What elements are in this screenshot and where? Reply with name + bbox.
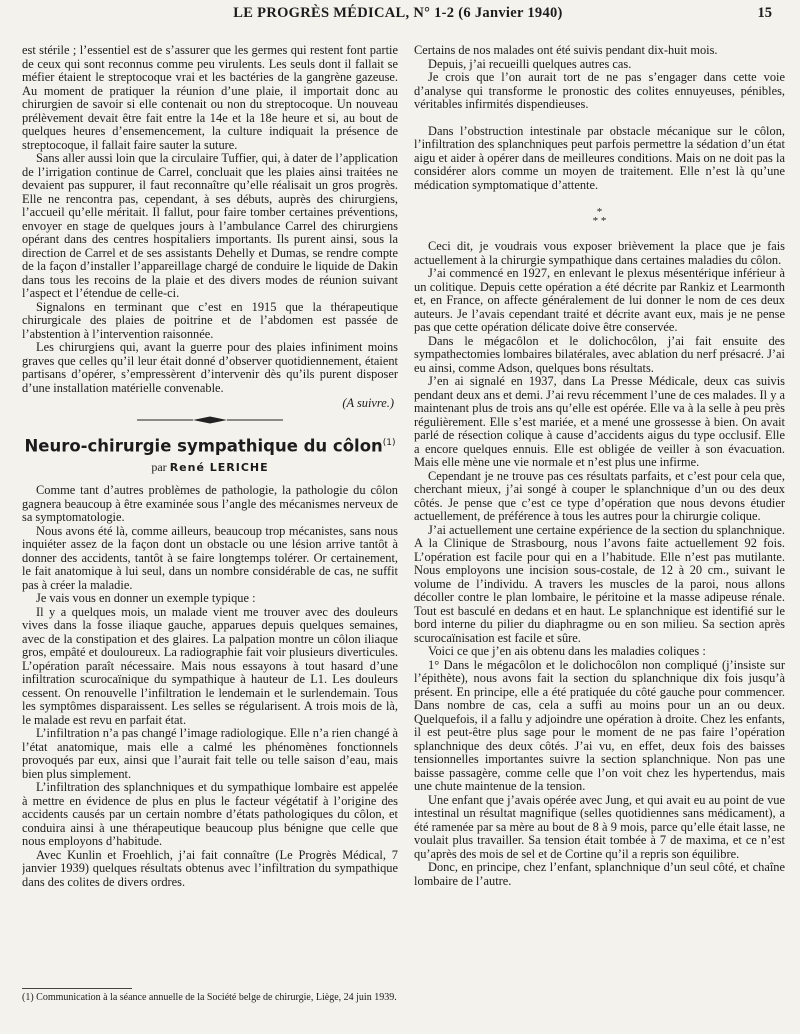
- paragraph: J’ai actuellement une certaine expérience de la section du splanchnique. A la Clinique de Strasbourg, nous l’avons faite actuellement 92 fois. L’opération est facile pour qui en a l’habitude. Elle n’est pas mutilante. Nous employons une incision sous-costale, de 12 à 20 cm., suivant le volume de l’individu. A travers les muscles de la paroi, nous allons décoller contre le plan lombaire, le péritoine et la masse adipeuse rénale. Tout est basculé en dedans et en haut. Le splanchnique est identifié sur le bord interne du pilier du diaphragme ou en son milieu. Sa section après scurocaïnisation est facile et sûre.: [414, 522, 785, 645]
- paragraph: Cependant je ne trouve pas ces résultats parfaits, et c’est pour cela que, cherchant mieux, j’ai songé à couper le splanchnique d’un ou des deux côtés. Je pense que c’est ce type d’opération que nous devons étudier actuellement, de préférence à tous les autres pour la chirurgie colique.: [414, 468, 785, 523]
- paragraph: Depuis, j’ai recueilli quelques autres cas.: [428, 56, 632, 71]
- paragraph: L’infiltration n’a pas changé l’image radiologique. Elle n’a rien changé à l’état anatomique, mais elle a calmé les phénomènes fonctionnels provoqués par eux, ainsi que l’aurait fait telle ou telle saison d’eau, mais bien plus simplement.: [22, 726, 398, 781]
- paragraph: Certains de nos malades ont été suivis pendant dix-huit mois.: [414, 44, 718, 57]
- paragraph: est stérile ; l’essentiel est de s’assurer que les germes qui restent font partie de ceux qui sont reconnus comme peu virulents. Les seuls dont il fallait se méfier étaient le streptocoque vrai et les bactéries de la gangrène gazeuse. Au moment de pratiquer la réunion d’une plaie, il importait donc au chirurgien de savoir si elle contenait ou non du streptocoque. Un nouveau prélèvement devait être fait entre la 14e et la 18e heure et si, au bout de quelques heures d’ensemencement, la culture indiquait la présence de streptocoque, il fallait faire sauter la suture.: [22, 44, 398, 152]
- paragraph: Signalons en terminant que c’est en 1915 que la thérapeutique chirurgicale des plaies de poitrine et de l’abdomen est passée de l’abstention à l’intervention raisonnée.: [22, 299, 398, 341]
- article-title-footnote-ref: (1): [382, 437, 396, 448]
- footnote-divider: [22, 988, 132, 989]
- star-top: *: [596, 206, 603, 218]
- paragraph: Nous avons été là, comme ailleurs, beaucoup trop mécanistes, sans nous inquiéter assez de la façon dont un obstacle ou une lésion arrive tantôt à donner des accidents, tantôt à se faire longtemps tolérer. Or certainement, le fait anatomique à lui seul, dans un nombre considérable de cas, ne suffit pas à créer la maladie.: [22, 523, 398, 592]
- page-header: [24, 5, 772, 27]
- paragraph: J’en ai signalé en 1937, dans La Presse Médicale, deux cas suivis pendant deux ans et demi. J’ai revu récemment l’une de ces malades. Il y a maintenant plus de trois ans qu’elle est opérée. Elle va à la selle à peu près régulièrement. Elle s’est mariée, et a mené une grossesse à bien. On avait parlé de résection colique à cause d’accidents aigus du type occlusif. Elle a encore quelques ennuis. Elle est obligée de veiller à son évacuation. Mais elle mène une vie normale et n’est plus une infirme.: [414, 374, 785, 469]
- paragraph: 1° Dans le mégacôlon et le dolichocôlon non compliqué (j’insiste sur l’épithète), nous avons fait la section du splanchnique dix fois jusqu’à présent. En principe, elle a été pratiquée du côté gauche pour commencer. Dans nombre de cas, cela a suffi au moins pour un an ou deux. Quelquefois, il a fallu y adjoindre une opération à droite. Chez les enfants, il est peut-être plus sage pour le moment de ne pas faire l’opération splanchnique des deux côtés. J’ai vu, en effet, deux fois des baisses tensionnelles importantes suivre la section splanchnique. Non pas une baisse passagère, comme celle que l’on voit chez les hypertendus, mais une chute maintenue de la tension.: [414, 657, 785, 793]
- paragraph: Sans aller aussi loin que la circulaire Tuffier, qui, à dater de l’application de l’irrigation continue de Carrel, concluait que les plaies ainsi traitées ne devaient pas suppurer, il faut reconnaître qu’elle réalisait un gros progrès. Elle ne rencontra pas, cependant, à ses débuts, auprès des chirurgiens, l’accueil qu’elle méritait. Il fallut, pour faire tomber certaines préventions, envoyer en stage de quelques jours à l’ambulance Carrel des chirurgiens opérant dans des centres hospitaliers importants. Ils purent ainsi, sous la direction de Carrel et de ses assistants Dehelly et Dumas, se rendre compte de la façon d’installer l’appareillage chargé de conduire le liquide de Dakin dans tous les recoins de la plaie et des divers modes de réunion suivant l’aspect et l’étendue de celle-ci.: [22, 151, 398, 300]
- paragraph: Voici ce que j’en ais obtenu dans les maladies coliques :: [428, 644, 706, 658]
- paragraph: Comme tant d’autres problèmes de pathologie, la pathologie du côlon gagnera beaucoup à être examinée sous l’angle des mécanismes nerveux de sa symptomatologie.: [22, 483, 398, 524]
- section-divider-ornament: [135, 415, 285, 425]
- stars-bottom: * *: [592, 215, 607, 227]
- author-name: René LERICHE: [169, 460, 269, 474]
- paragraph: L’infiltration des splanchniques et du sympathique lombaire est appelée à mettre en évidence de plus en plus le facteur végétatif à l’origine des accidents causés par un certain nombre d’états pathologiques du côlon, et conduira ainsi à une thérapeutique beaucoup plus bénigne que celle que nous employons d’habitude.: [22, 780, 398, 848]
- paragraph: Avec Kunlin et Froehlich, j’ai fait connaître (Le Progrès Médical, 7 janvier 1939) quelques résultats obtenus avec l’infiltration du sympathique dans des colites de divers ordres.: [22, 847, 398, 889]
- paragraph: Je vais vous en donner un exemple typique :: [36, 591, 256, 605]
- paragraph: Dans l’obstruction intestinale par obstacle mécanique sur le côlon, l’infiltration des splanchniques peut parfois permettre la sédation d’un état aigu et aider à opérer dans de meilleures conditions. Mais on ne doit pas la considérer alors comme un moyen de traitement. Elle n’est là qu’une médication symptomatique d’attente.: [414, 123, 785, 192]
- paragraph: Je crois que l’on aurait tort de ne pas s’engager dans cette voie d’analyse qui transforme le pronostic des colites ennuyeuses, pénibles, véritables infirmités dispendieuses.: [414, 70, 785, 111]
- paragraph: Une enfant que j’avais opérée avec Jung, et qui avait eu au point de vue intestinal un résultat magnifique (selles quotidiennes sans médicament), a été ramenée par sa mère au bout de 8 à 9 mois, parce qu’elle était lasse, ne voulait plus travailler. Sa tension était tombée à 7 de maxima, et ce n’est qu’après des mois de sel et de Cortine qu’il a repris son équilibre.: [414, 792, 785, 861]
- paragraph: J’ai commencé en 1927, en enlevant le plexus mésentérique inférieur à un colitique. Depuis cette opération a été décrite par Rankiz et Learmonth et, en France, on affecte généralement de lui donner le nom de ces deux auteurs. Je l’avais cependant traité et décrite avant eux, mais je ne pense pas que cette opération délicate doive être conservée.: [414, 266, 785, 334]
- paragraph: Il y a quelques mois, un malade vient me trouver avec des douleurs vives dans la fosse iliaque gauche, apparues depuis quelques semaines, avec de la constipation et des glaires. La palpation montre un côlon iliaque gros, empâté et douloureux. La radiographie fait voir plusieurs diverticules. L’opération paraît nécessaire. Mais nous essayons à tout hasard d’une infiltration scurocaïnique du sympathique à hauteur de L1. Les douleurs cessent. On renouvelle l’infiltration le lendemain et le surlendemain. Tous les symptômes disparaissent. Les selles se régularisent. A trois mois de là, le malade est revu en parfait état.: [22, 604, 398, 727]
- article-author: [22, 461, 398, 475]
- article-title: [22, 437, 398, 453]
- page-number: 15: [757, 5, 772, 21]
- footnote: (1) Communication à la séance annuelle de la Société belge de chirurgie, Liège, 24 juin 1939.: [22, 992, 397, 1003]
- paragraph: Les chirurgiens qui, avant la guerre pour des plaies infiniment moins graves que celles qu’il leur était donné d’observer quotidiennement, étaient partisans d’opérer, s’empressèrent d’intervenir dès qu’ils purent disposer d’une installation matérielle convenable.: [22, 340, 398, 395]
- paragraph: Donc, en principe, chez l’enfant, splanchnique d’un seul côté, et chaîne lombaire de l’autre.: [414, 860, 785, 888]
- left-column: [22, 44, 398, 889]
- right-column: [414, 44, 785, 888]
- paragraph: Ceci dit, je voudrais vous exposer brièvement la place que je fais actuellement à la chirurgie sympathique dans certaines maladies du côlon.: [414, 239, 785, 267]
- section-separator-stars: [414, 208, 785, 226]
- journal-title: LE PROGRÈS MÉDICAL, N° 1-2 (6 Janvier 1940): [233, 5, 563, 21]
- author-prefix: par: [151, 459, 167, 474]
- a-suivre-note: (A suivre.): [342, 396, 394, 410]
- paragraph: Dans le mégacôlon et le dolichocôlon, j’ai fait ensuite des sympathectomies lombaires bilatérales, avec ablation du nerf présacré. J’ai eu ainsi, comme Adson, quelques bons résultats.: [414, 333, 785, 375]
- article-title-text: Neuro-chirurgie sympathique du côlon: [24, 436, 383, 455]
